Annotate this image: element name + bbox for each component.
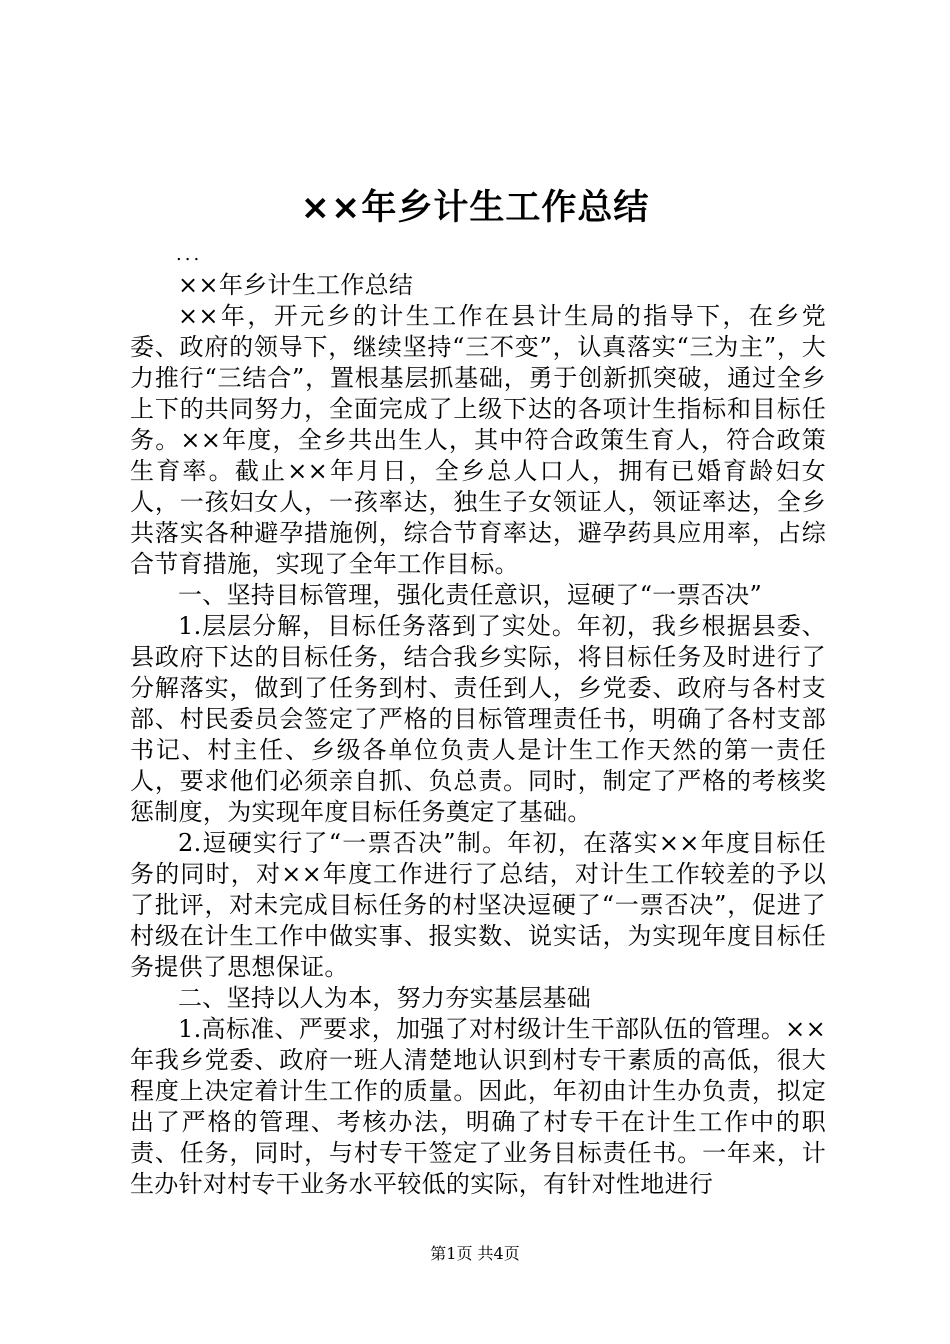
section-heading-1: 一、坚持目标管理，强化责任意识，逗硬了“一票否决”	[178, 581, 763, 609]
page-number-footer: 第1页 共4页	[430, 1244, 520, 1263]
section-heading-2: 二、坚持以人为本，努力夯实基层基础	[178, 984, 592, 1012]
paragraph-subtitle: ××年乡计生工作总结	[178, 271, 414, 299]
paragraph-1-2: 2.逗硬实行了“一票否决”制。年初，在落实××年度目标任务的同时，对××年度工作进行了总结，对计生工作较差的予以了批评，对未完成目标任务的村坚决逗硬了“一票否决”，促进了村级在计生工作中做实事、报实数、说实话，为实现年度目标任务提供了思想保证。	[130, 829, 826, 981]
document-title: ××年乡计生工作总结	[300, 188, 650, 228]
paragraph-2-1: 1.高标准、严要求，加强了对村级计生干部队伍的管理。××年我乡党委、政府一班人清楚地认识到村专干素质的高低，很大程度上决定着计生工作的质量。因此，年初由计生办负责，拟定出了严格的管理、考核办法，明确了村专干在计生工作中的职责、任务，同时，与村专干签定了业务目标责任书。一年来，计生办针对村专干业务水平较低的实际，有针对性地进行	[130, 1015, 826, 1198]
ellipsis-marker: ...	[176, 244, 203, 265]
paragraph-intro: ××年，开元乡的计生工作在县计生局的指导下，在乡党委、政府的领导下，继续坚持“三不变”，认真落实“三为主”，大力推行“三结合”，置根基层抓基础，勇于创新抓突破，通过全乡上下的共同努力，全面完成了上级下达的各项计生指标和目标任务。××年度，全乡共出生人，其中符合政策生育人，符合政策生育率。截止××年月日，全乡总人口人，拥有已婚育龄妇女人，一孩妇女人，一孩率达，独生子女领证人，领证率达，全乡共落实各种避孕措施例，综合节育率达，避孕药具应用率，占综合节育措施，实现了全年工作目标。	[130, 302, 826, 578]
paragraph-1-1: 1.层层分解，目标任务落到了实处。年初，我乡根据县委、县政府下达的目标任务，结合我乡实际，将目标任务及时进行了分解落实，做到了任务到村、责任到人，乡党委、政府与各村支部、村民委员会签定了严格的目标管理责任书，明确了各村支部书记、村主任、乡级各单位负责人是计生工作天然的第一责任人，要求他们必须亲自抓、负总责。同时，制定了严格的考核奖惩制度，为实现年度目标任务奠定了基础。	[130, 612, 826, 826]
document-body	[130, 270, 826, 1200]
